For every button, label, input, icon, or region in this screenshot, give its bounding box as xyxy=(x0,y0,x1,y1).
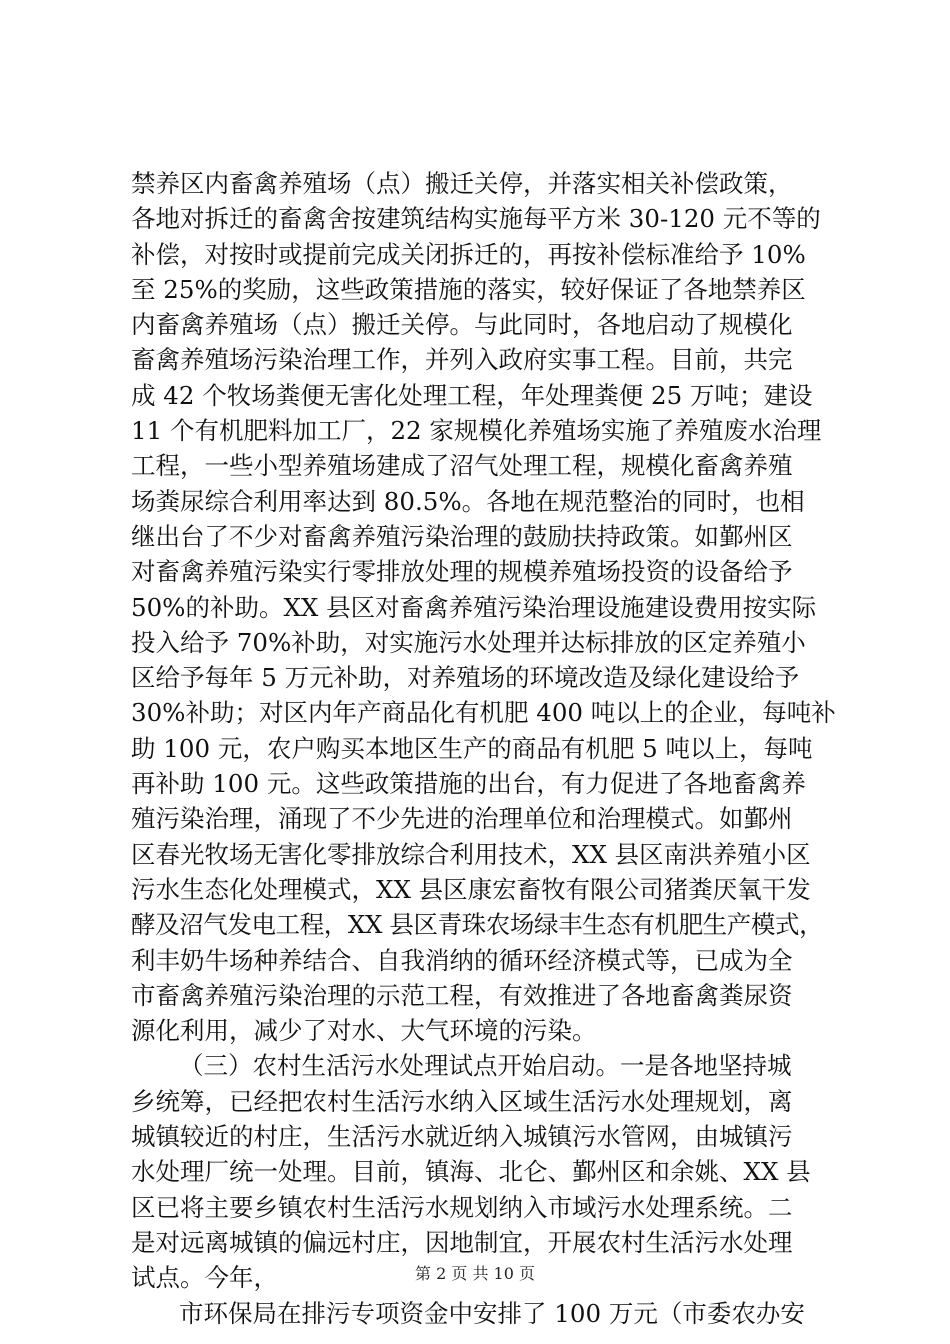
text-line: 区春光牧场无害化零排放综合利用技术，XX 县区南洪养殖小区 xyxy=(131,839,811,869)
text-line: 继出台了不少对畜禽养殖污染治理的鼓励扶持政策。如鄞州区 xyxy=(131,521,793,551)
text-line: 助 100 元，农户购买本地区生产的商品有机肥 5 吨以上，每吨 xyxy=(131,733,813,763)
text-line: 补偿，对按时或提前完成关闭拆迁的，再按补偿标准给予 10% xyxy=(131,239,806,269)
text-line: 乡统筹，已经把农村生活污水纳入区域生活污水处理规划，离 xyxy=(131,1086,793,1116)
text-line: 市环保局在排污专项资金中安排了 100 万元（市委农办安 xyxy=(179,1298,805,1328)
text-line: 对畜禽养殖污染实行零排放处理的规模养殖场投资的设备给予 xyxy=(131,557,793,587)
document-body xyxy=(131,166,841,1331)
text-line: 污水生态化处理模式，XX 县区康宏畜牧有限公司猪粪厌氧干发 xyxy=(131,874,811,904)
text-line: 酵及沼气发电工程，XX 县区青珠农场绿丰生态有机肥生产模式， xyxy=(131,910,824,940)
text-line: 场粪尿综合利用率达到 80.5%。各地在规范整治的同时，也相 xyxy=(131,486,805,516)
text-line: 利丰奶牛场种养结合、自我消纳的循环经济模式等，已成为全 xyxy=(131,945,793,975)
text-line: 市畜禽养殖污染治理的示范工程，有效推进了各地畜禽粪尿资 xyxy=(131,980,793,1010)
text-line: 源化利用，减少了对水、大气环境的污染。 xyxy=(131,1016,597,1046)
text-line: 畜禽养殖场污染治理工作，并列入政府实事工程。目前，共完 xyxy=(131,345,793,375)
text-line: 再补助 100 元。这些政策措施的出台，有力促进了各地畜禽养 xyxy=(131,769,806,799)
text-line: 殖污染治理，涌现了不少先进的治理单位和治理模式。如鄞州 xyxy=(131,804,793,834)
text-line: 成 42 个牧场粪便无害化处理工程，年处理粪便 25 万吨；建设 xyxy=(131,380,813,410)
text-line: 投入给予 70%补助，对实施污水处理并达标排放的区定养殖小 xyxy=(131,627,806,657)
text-line: 城镇较近的村庄，生活污水就近纳入城镇污水管网，由城镇污 xyxy=(131,1122,793,1152)
text-line: 各地对拆迁的畜禽舍按建筑结构实施每平方米 30-120 元不等的 xyxy=(131,204,821,234)
text-line: 11 个有机肥料加工厂，22 家规模化养殖场实施了养殖废水治理 xyxy=(131,416,822,446)
text-line: 区给予每年 5 万元补助，对养殖场的环境改造及绿化建设给予 xyxy=(131,663,800,693)
page-number-footer: 第 2 页 共 10 页 xyxy=(415,1264,535,1283)
section-heading-line: （三）农村生活污水处理试点开始启动。一是各地坚持城 xyxy=(179,1051,792,1081)
text-line: 是对远离城镇的偏远村庄，因地制宜，开展农村生活污水处理 xyxy=(131,1227,793,1257)
text-line: 水处理厂统一处理。目前，镇海、北仑、鄞州区和余姚、XX 县 xyxy=(131,1157,811,1187)
text-line: 禁养区内畜禽养殖场（点）搬迁关停，并落实相关补偿政策， xyxy=(131,169,793,198)
text-line: 至 25%的奖励，这些政策措施的落实，较好保证了各地禁养区 xyxy=(131,274,806,304)
text-line: 30%补助；对区内年产商品化有机肥 400 吨以上的企业，每吨补 xyxy=(131,698,836,728)
text-line: 内畜禽养殖场（点）搬迁关停。与此同时，各地启动了规模化 xyxy=(131,310,793,340)
text-line: 试点。今年， xyxy=(131,1263,278,1293)
text-line: 50%的补助。XX 县区对畜禽养殖污染治理设施建设费用按实际 xyxy=(131,592,817,622)
text-line: 区已将主要乡镇农村生活污水规划纳入市域污水处理系统。二 xyxy=(131,1192,793,1222)
text-line: 工程，一些小型养殖场建成了沼气处理工程，规模化畜禽养殖 xyxy=(131,451,793,481)
